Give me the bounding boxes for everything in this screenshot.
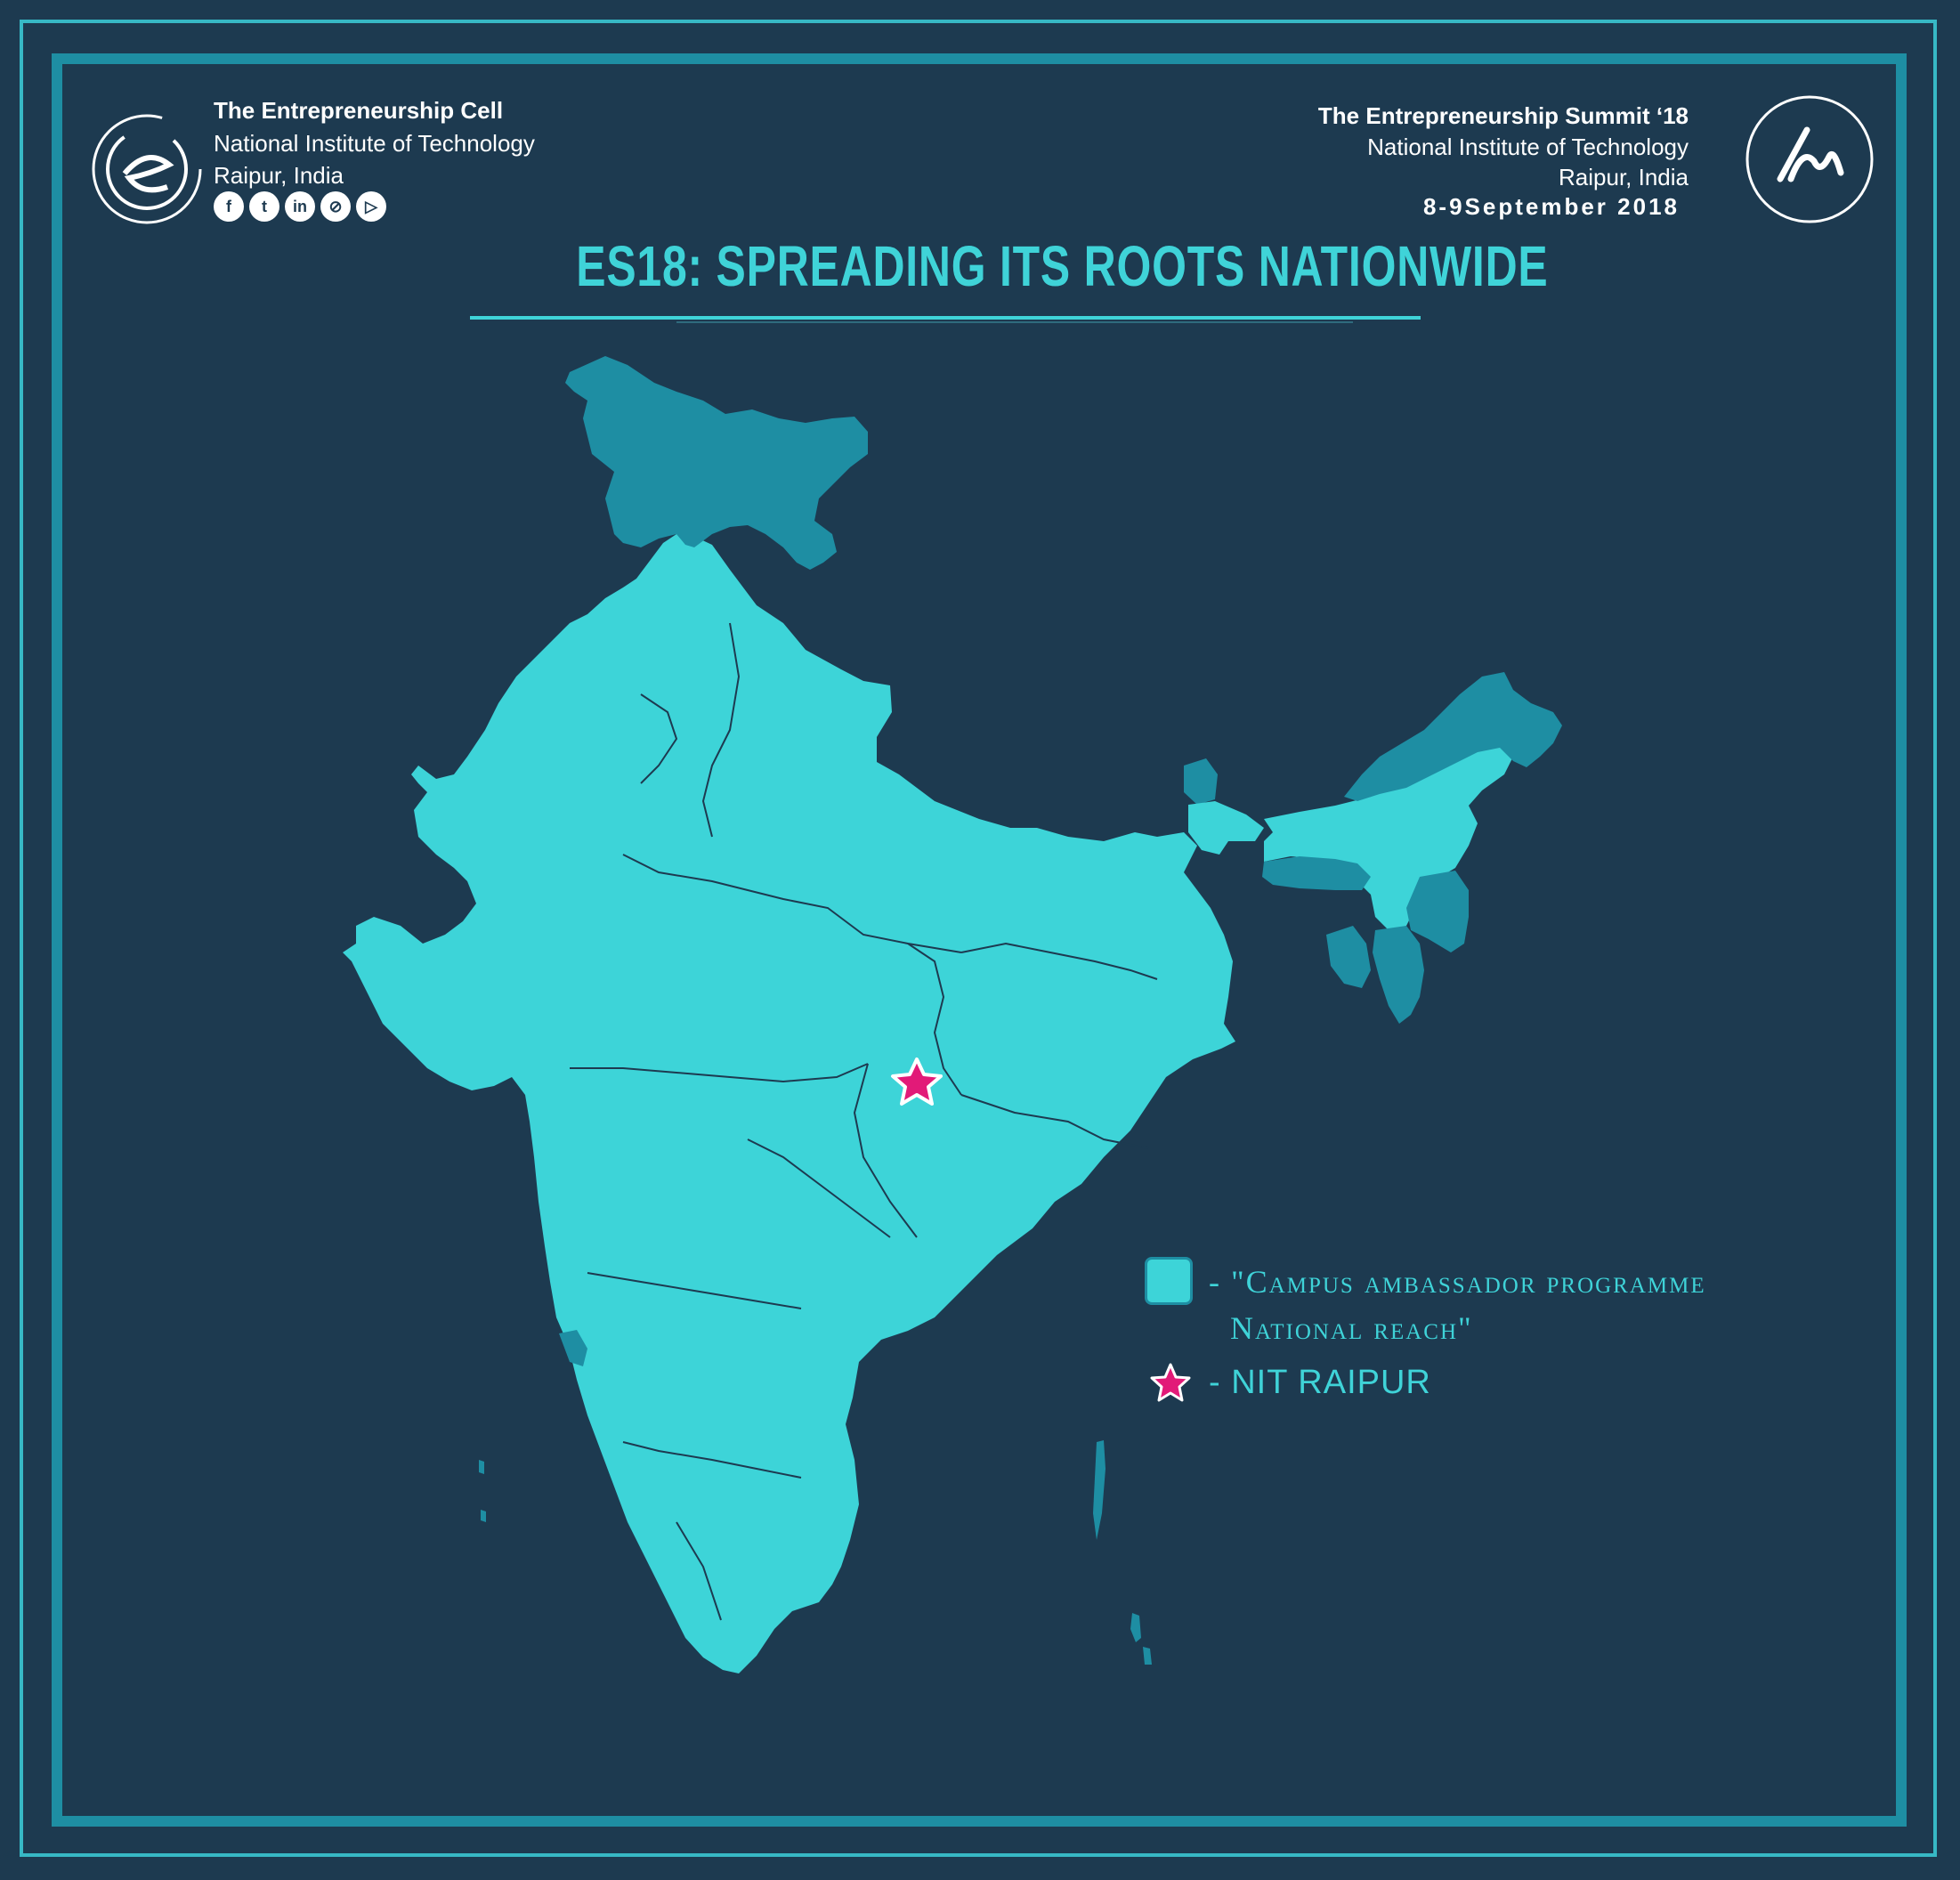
mizoram-region — [1373, 926, 1424, 1024]
summit-name: The Entrepreneurship Summit ‘18 — [1317, 102, 1689, 129]
ecell-institute: National Institute of Technology — [214, 130, 535, 157]
andaman-islands — [1093, 1440, 1106, 1540]
ecell-location: Raipur, India — [214, 162, 344, 189]
ecell-name: The Entrepreneurship Cell — [214, 97, 504, 124]
play-icon[interactable]: ▷ — [356, 191, 386, 222]
lakshadweep-islands — [479, 1460, 486, 1522]
legend-campus-line2: National reach" — [1230, 1310, 1473, 1346]
linkedin-icon[interactable]: in — [285, 191, 315, 222]
nicobar-islands — [1130, 1613, 1152, 1665]
summit-dates: 8-9September 2018 — [1422, 193, 1680, 220]
legend-campus-line1: - "Campus ambassador programme — [1209, 1264, 1706, 1300]
legend-nit-label: - NIT RAIPUR — [1209, 1364, 1431, 1401]
compass-icon[interactable]: ⊘ — [320, 191, 351, 222]
legend-swatch-campus — [1145, 1257, 1193, 1305]
northern-region — [565, 356, 868, 570]
summit-location: Raipur, India — [1559, 164, 1689, 190]
legend-star-icon — [1150, 1362, 1191, 1403]
tripura-region — [1326, 926, 1371, 988]
facebook-icon[interactable]: f — [214, 191, 244, 222]
summit-institute: National Institute of Technology — [1367, 134, 1689, 160]
twitter-icon[interactable]: t — [249, 191, 279, 222]
sikkim-region — [1184, 758, 1218, 805]
legend-campus-label — [1209, 1259, 1706, 1351]
page-title: ES18: SPREADING ITS ROOTS NATIONWIDE — [576, 234, 1549, 298]
